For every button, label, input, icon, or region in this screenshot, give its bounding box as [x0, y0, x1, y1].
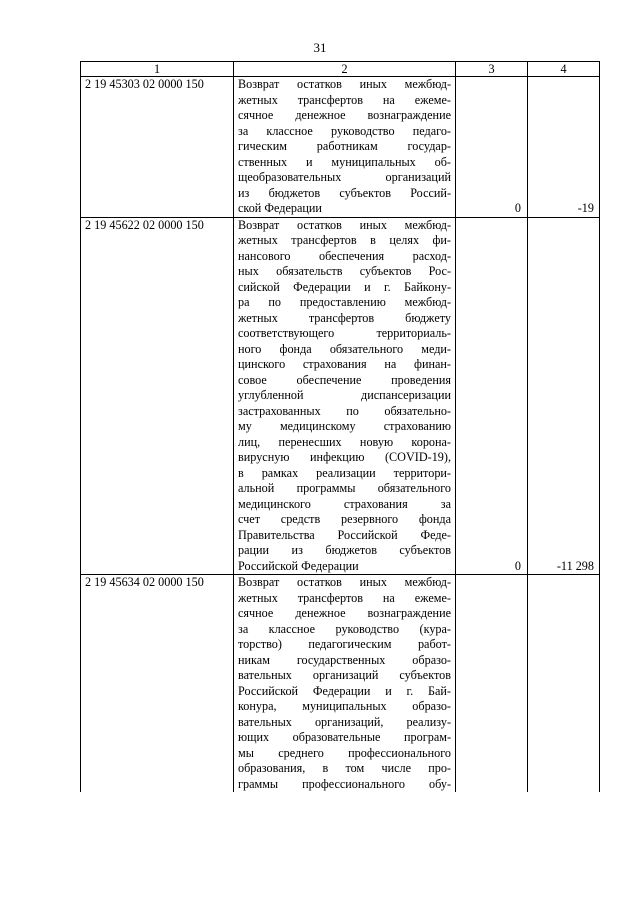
description-line: Возврат остатков иных межбюд- — [238, 217, 451, 232]
budget-table — [80, 61, 600, 792]
description-line: вирусную инфекцию (COVID-19), — [238, 450, 451, 464]
column-4-value — [528, 575, 600, 793]
description-line: жетных трансфертов в целях фи- — [238, 233, 451, 247]
table-row — [81, 217, 600, 575]
description-line: углубленной диспансеризации — [238, 388, 451, 402]
description-line: образования, в том числе про- — [238, 761, 451, 775]
description-line: ской Федерации — [238, 201, 322, 215]
description-line: Правительства Российской Феде- — [238, 527, 451, 542]
row-description — [234, 575, 456, 793]
table-header-row — [81, 62, 600, 77]
description-line: гическим работникам государ- — [238, 139, 451, 153]
description-line: сийской Федерации и г. Байкону- — [238, 279, 451, 294]
description-line: совое обеспечение проведения — [238, 372, 451, 387]
description-line: за классное руководство (кура- — [238, 621, 451, 636]
description-line: граммы профессионального обу- — [238, 776, 451, 791]
description-line: ющих образовательные програм- — [238, 730, 451, 744]
description-line: Российской Федерации и г. Бай- — [238, 683, 451, 698]
description-line: рации из бюджетов субъектов — [238, 543, 451, 557]
description-line: Возврат остатков иных межбюд- — [238, 575, 451, 589]
column-3-value: 0 — [456, 77, 528, 218]
description-line: ственных и муниципальных об- — [238, 154, 451, 169]
description-line: вательных организаций субъектов — [238, 668, 451, 682]
column-header-3: 3 — [456, 62, 528, 77]
column-4-value: -11 298 — [528, 217, 600, 575]
description-line: за классное руководство педаго- — [238, 123, 451, 138]
description-line: ного фонда обязательного меди- — [238, 341, 451, 356]
page-number: 31 — [313, 40, 327, 55]
description-line: жетных трансфертов бюджету — [238, 310, 451, 325]
column-4-value: -19 — [528, 77, 600, 218]
description-line: счет средств резервного фонда — [238, 512, 451, 526]
description-line: му медицинскому страхованию — [238, 419, 451, 433]
row-description — [234, 217, 456, 575]
description-line: никам государственных образо- — [238, 652, 451, 667]
budget-code: 2 19 45303 02 0000 150 — [81, 77, 234, 218]
description-line: сячное денежное вознаграждение — [238, 108, 451, 122]
column-3-value: 0 — [456, 217, 528, 575]
description-line: Возврат остатков иных межбюд- — [238, 77, 451, 91]
description-line: лиц, перенесших новую корона- — [238, 434, 451, 449]
table-row — [81, 575, 600, 793]
description-line: вательных организаций, реализу- — [238, 714, 451, 729]
description-line: альной программы обязательного — [238, 481, 451, 495]
description-line: соответствующего территориаль- — [238, 326, 451, 340]
budget-code: 2 19 45622 02 0000 150 — [81, 217, 234, 575]
description-line: ных обязательств субъектов Рос- — [238, 264, 451, 278]
description-line: в рамках реализации территори- — [238, 465, 451, 480]
description-line: медицинского страхования за — [238, 496, 451, 511]
description-line: торство) педагогическим работ- — [238, 637, 451, 651]
description-line: щеобразовательных организаций — [238, 170, 451, 184]
description-line: жетных трансфертов на ежеме- — [238, 92, 451, 107]
description-line: Российской Федерации — [238, 558, 359, 573]
column-3-value — [456, 575, 528, 793]
table-row — [81, 77, 600, 218]
column-header-1: 1 — [81, 62, 234, 77]
description-line: конура, муниципальных образо- — [238, 699, 451, 713]
description-line: застрахованных по обязательно- — [238, 403, 451, 418]
row-description — [234, 77, 456, 218]
description-line: нансового обеспечения расход- — [238, 248, 451, 263]
description-line: мы среднего профессионального — [238, 745, 451, 760]
description-line: цинского страхования на финан- — [238, 357, 451, 371]
column-header-4: 4 — [528, 62, 600, 77]
column-header-2: 2 — [234, 62, 456, 77]
description-line: жетных трансфертов на ежеме- — [238, 590, 451, 605]
description-line: из бюджетов субъектов Россий- — [238, 185, 451, 200]
description-line: ра по предоставлению межбюд- — [238, 295, 451, 309]
budget-code: 2 19 45634 02 0000 150 — [81, 575, 234, 793]
description-line: сячное денежное вознаграждение — [238, 606, 451, 620]
